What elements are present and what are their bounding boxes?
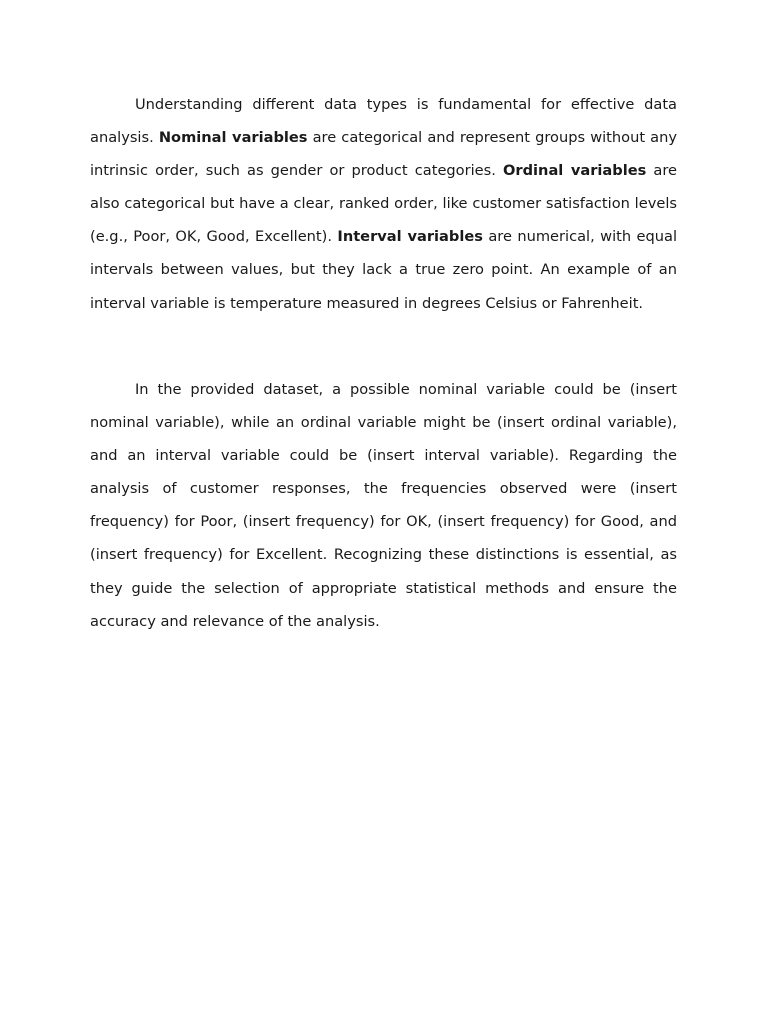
term-interval-variables: Interval variables (337, 228, 483, 246)
paragraph1-text-3: are also categorical but have a clear, ranked order, like customer satisfaction levels (e.g., Poor, OK, Good, Excellent). (90, 162, 677, 246)
paragraph1-text-4: are numerical, with equal intervals between values, but they lack a true zero point. An example of an interval variable is temperature measured in degrees Celsius or Fahrenheit. (90, 228, 677, 312)
term-nominal-variables: Nominal variables (158, 129, 308, 147)
paragraph1-text-1: Understanding different data types is fundamental for effective data analysis. (90, 96, 677, 147)
term-ordinal-variables: Ordinal variables (503, 162, 647, 180)
paragraph-dataset-analysis: In the provided dataset, a possible nominal variable could be (insert nominal variable), while an ordinal variable might be (insert ordinal variable), and an interval variable could be (insert interval variable). Regarding the analysis of customer responses, the frequencies observed were (insert frequency) for Poor, (insert frequency) for OK, (insert frequency) for Good, and (insert frequency) for Excellent. Recognizing these distinctions is essential, as they guide the selection of appropriate statistical methods and ensure the accuracy and relevance of the analysis. (90, 381, 677, 630)
paragraph-data-types (90, 88, 677, 320)
paragraph1-text-2: are categorical and represent groups without any intrinsic order, such as gender or product categories. (90, 129, 677, 180)
